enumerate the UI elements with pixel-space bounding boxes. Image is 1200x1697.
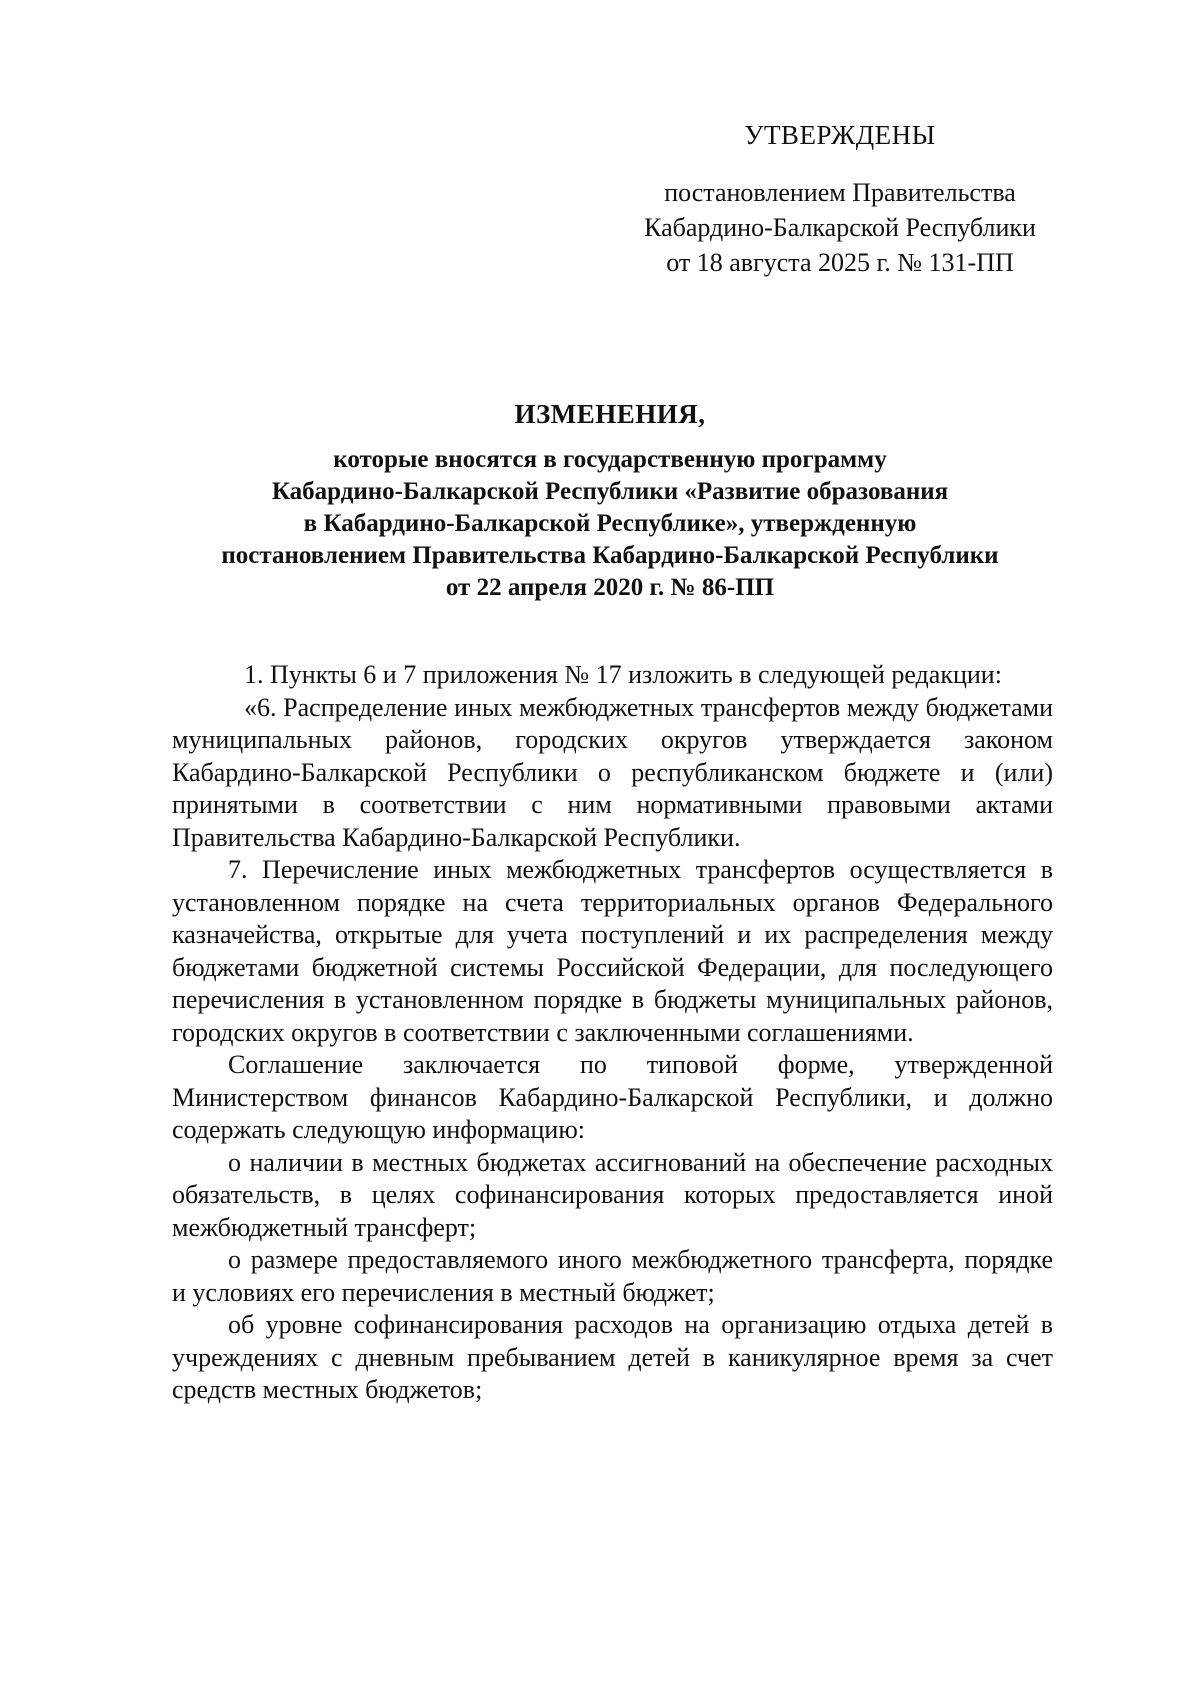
title-main: ИЗМЕНЕНИЯ, bbox=[514, 399, 706, 429]
paragraph-point-7: 7. Перечисление иных межбюджетных трансфертов осуществляется в установленном порядке на счета территориальных органов Федерального казначейства, открытые для учета поступлений и их распределения между бюджетами бюджетной системы Российской Федерации, для последующего перечисления в установленном порядке в бюджеты муниципальных районов, городских округов в соответствии с заключенными соглашениями. bbox=[172, 855, 1053, 1047]
approval-block bbox=[620, 118, 1060, 280]
paragraph-cofinancing-level: об уровне софинансирования расходов на организацию отдыха детей в учреждениях с дневным пребыванием детей в каникулярное время за счет средств местных бюджетов; bbox=[172, 1310, 1053, 1404]
document-title bbox=[170, 398, 1050, 604]
document-body bbox=[172, 659, 1053, 1407]
title-line-3: в Кабардино-Балкарской Республике», утвержденную bbox=[303, 510, 917, 537]
approval-line-1: постановлением Правительства bbox=[664, 178, 1016, 207]
approval-line-3: от 18 августа 2025 г. № 131-ПП bbox=[666, 248, 1014, 277]
approval-line-2: Кабардино-Балкарской Республики bbox=[644, 213, 1036, 242]
paragraph-assignments: о наличии в местных бюджетах ассигнований на обеспечение расходных обязательств, в целях софинансирования которых предоставляется иной межбюджетный трансферт; bbox=[172, 1147, 1053, 1242]
title-line-5: от 22 апреля 2020 г. № 86-ПП bbox=[445, 574, 775, 601]
title-line-2: Кабардино-Балкарской Республики «Развитие образования bbox=[271, 478, 949, 505]
paragraph-transfer-size: о размере предоставляемого иного межбюджетного трансферта, порядке и условиях его перечисления в местный бюджет; bbox=[172, 1245, 1053, 1307]
title-line-4: постановлением Правительства Кабардино-Балкарской Республики bbox=[221, 542, 999, 569]
paragraph-item-1: 1. Пункты 6 и 7 приложения № 17 изложить в следующей редакции: bbox=[244, 660, 1002, 689]
title-line-1: которые вносятся в государственную программу bbox=[333, 446, 887, 473]
paragraph-agreement: Соглашение заключается по типовой форме, утвержденной Министерством финансов Кабардино-Балкарской Республики, и должно содержать следующую информацию: bbox=[172, 1050, 1053, 1144]
approval-heading: УТВЕРЖДЕНЫ bbox=[744, 120, 936, 150]
paragraph-point-6: «6. Распределение иных межбюджетных трансфертов между бюджетами муниципальных районов, городских округов утверждается законом Кабардино-Балкарской Республики о республиканском бюджете и (или) принятыми в соответствии с ним нормативными правовыми актами Правительства Кабардино-Балкарской Республики. bbox=[172, 692, 1053, 852]
